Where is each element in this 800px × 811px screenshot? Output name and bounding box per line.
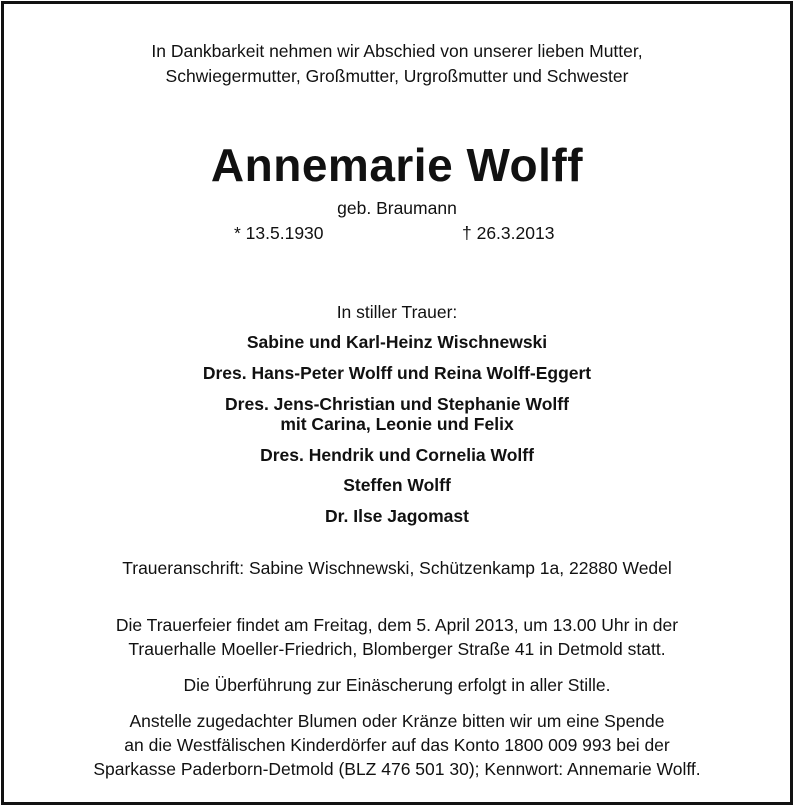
- mourner-name: Dr. Ilse Jagomast: [325, 506, 469, 526]
- maiden-name: geb. Braumann: [337, 198, 457, 218]
- ceremony-line-1: Die Trauerfeier findet am Freitag, dem 5. April 2013, um 13.00 Uhr in der: [115, 615, 679, 635]
- death-date: † 26.3.2013: [462, 223, 555, 243]
- deceased-name: Annemarie Wolff: [210, 139, 584, 191]
- mourners-heading: In stiller Trauer:: [336, 302, 458, 322]
- donation-line-3: Sparkasse Paderborn-Detmold (BLZ 476 501 30); Kennwort: Annemarie Wolff.: [93, 759, 701, 779]
- transfer-note: Die Überführung zur Einäscherung erfolgt in aller Stille.: [183, 675, 611, 695]
- mourning-address: Traueranschrift: Sabine Wischnewski, Schützenkamp 1a, 22880 Wedel: [122, 558, 672, 578]
- intro-line-2: Schwiegermutter, Großmutter, Urgroßmutter und Schwester: [165, 66, 629, 86]
- obituary-notice: [1, 1, 793, 805]
- mourner-name: Dres. Hans-Peter Wolff und Reina Wolff-Eggert: [202, 363, 592, 383]
- donation-line-1: Anstelle zugedachter Blumen oder Kränze bitten wir um eine Spende: [129, 711, 665, 731]
- birth-date: * 13.5.1930: [234, 223, 324, 243]
- ceremony-line-2: Trauerhalle Moeller-Friedrich, Blomberger Straße 41 in Detmold statt.: [128, 639, 666, 659]
- donation-line-2: an die Westfälischen Kinderdörfer auf das Konto 1800 009 993 bei der: [124, 735, 670, 755]
- mourner-name: mit Carina, Leonie und Felix: [280, 414, 514, 434]
- mourner-name: Steffen Wolff: [343, 475, 451, 495]
- mourner-name: Sabine und Karl-Heinz Wischnewski: [246, 332, 548, 352]
- intro-line-1: In Dankbarkeit nehmen wir Abschied von unserer lieben Mutter,: [151, 41, 643, 61]
- mourner-name: Dres. Jens-Christian und Stephanie Wolff: [225, 394, 569, 414]
- mourner-name: Dres. Hendrik und Cornelia Wolff: [260, 445, 534, 465]
